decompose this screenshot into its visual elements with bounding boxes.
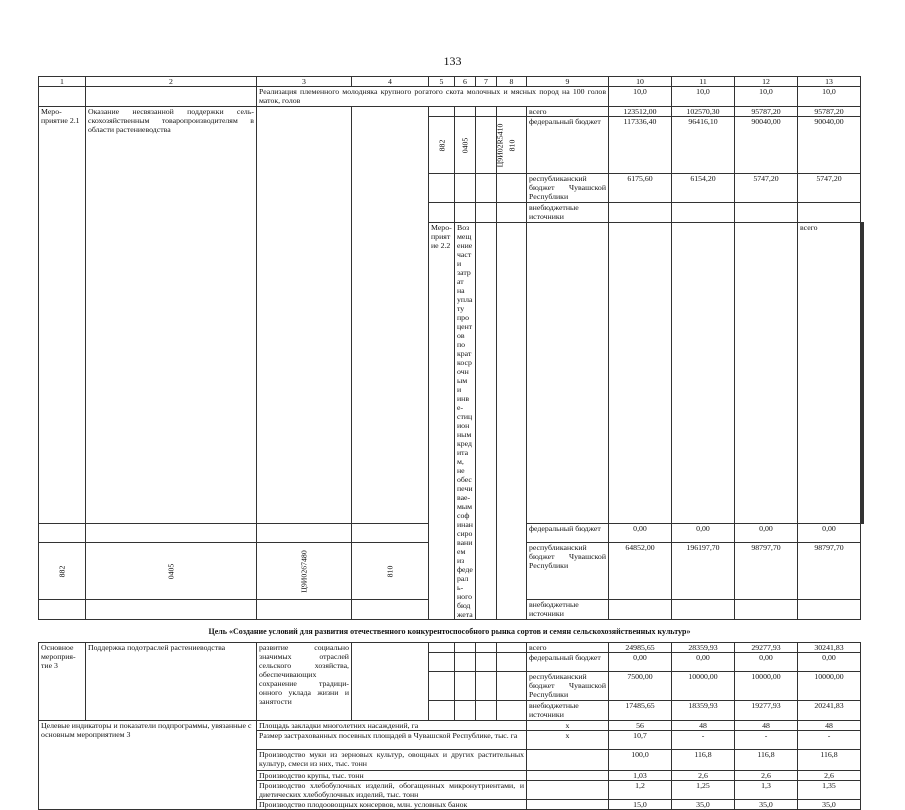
indicator-text: Реализация племенного молодняка крупного рогатого скота молочных и мясных пород на 100 голов маток, голов [257,87,609,107]
section-code: 0405 [166,563,176,579]
value-cell: - [798,731,861,750]
value-cell: 98797,70 [798,543,861,600]
value-cell: 29277,93 [735,643,798,653]
col-number: 3 [257,77,352,87]
value-cell: 1,35 [798,781,861,800]
indicator-mark [527,781,609,800]
col-number: 8 [497,77,527,87]
indicator-mark [527,800,609,810]
value-cell: 20241,83 [798,701,861,721]
value-cell: 102570,30 [672,107,735,117]
funding-source: внебюджетные источники [527,203,609,223]
indicator-text: Производство плодоовощных консервов, млн. условных банок [257,800,527,810]
target-article-code: Ц9И02R5410 [495,123,505,167]
value-cell [609,203,672,223]
col-number: 6 [455,77,476,87]
indicator-text: Производство крупы, тыс. тонн [257,771,527,781]
value-cell: 5747,20 [798,174,861,203]
value-cell [735,203,798,223]
measure-label: Мероприятие 2.2 [429,223,455,620]
value-cell: 196197,70 [672,543,735,600]
funding-source: федеральный бюджет [527,117,609,174]
table-row [39,107,864,117]
indicator-text: Размер застрахованных посевных площадей в Чувашской Республике, тыс. га [257,731,527,750]
value-cell: 0,00 [609,653,672,672]
table-row [39,721,864,731]
expense-type-code: 810 [385,565,395,577]
value-cell: 1,3 [735,781,798,800]
value-cell: 24985,65 [609,643,672,653]
value-cell: 35,0 [798,800,861,810]
value-cell: - [735,731,798,750]
col-number: 1 [39,77,86,87]
table-row [39,643,864,653]
col-number: 9 [527,77,609,87]
value-cell: 10000,00 [672,672,735,701]
value-cell: 116,8 [798,750,861,771]
value-cell: 0,00 [798,524,861,543]
col-number: 5 [429,77,455,87]
value-cell [798,600,861,620]
value-cell: 0,00 [735,524,798,543]
value-cell: 10,0 [672,87,735,107]
indicator-mark: х [527,721,609,731]
value-cell: 48 [672,721,735,731]
page-number: 133 [443,54,462,68]
value-cell: 0,00 [735,653,798,672]
value-cell: 17485,65 [609,701,672,721]
value-cell: 7500,00 [609,672,672,701]
funding-source: федеральный бюджет [527,524,609,543]
value-cell: 10,0 [735,87,798,107]
funding-source: всего [527,107,609,117]
funding-source: внебюджетные источники [527,600,609,620]
value-cell: 96416,10 [672,117,735,174]
funding-source: всего [527,643,609,653]
value-cell: 10,7 [609,731,672,750]
indicator-mark [527,771,609,781]
indicator-text: Площадь закладки многолетних насаждений, га [257,721,527,731]
value-cell: 19277,93 [735,701,798,721]
value-cell: 1,03 [609,771,672,781]
indicator-text: Производство муки из зерновых культур, овощных и других растительных культур, смеси из них, тыс. тонн [257,750,527,771]
value-cell: 90040,00 [798,117,861,174]
measure-name: Поддержка подотраслей растениеводства [86,643,257,721]
value-cell: 48 [798,721,861,731]
value-cell [672,203,735,223]
funding-source: республиканский бюджет Чувашской Республики [527,174,609,203]
expense-type-code: 810 [506,139,516,151]
col-number: 11 [672,77,735,87]
funding-source: федеральный бюджет [527,653,609,672]
value-cell [863,223,864,524]
value-cell: 2,6 [735,771,798,781]
value-cell: 98797,70 [735,543,798,600]
measure-label: Мероприятие 2.1 [39,107,86,524]
funding-source: республиканский бюджет Чувашской Республики [527,672,609,701]
value-cell: 10000,00 [735,672,798,701]
value-cell: 6175,60 [609,174,672,203]
col-number: 13 [798,77,861,87]
funding-source: всего [798,223,861,524]
column-numbers-row [39,77,864,87]
target-article-code: Ц9И0267480 [299,549,309,593]
goal-heading: Цель «Создание условий для развития отечественного конкурентоспособного рынка сортов и семян сельскохозяйственных культур» [39,620,861,643]
value-cell: 117336,40 [609,117,672,174]
value-cell [798,203,861,223]
section-code: 0405 [460,137,470,153]
value-cell: 0,00 [798,653,861,672]
admin-code: 882 [436,139,446,151]
value-cell: 30241,83 [798,643,861,653]
measure-name: Возмещение части затрат на уплату процентов по краткосрочным и инвестиционным кредитам, не обеспечиваемым софинансированием из федерального бюджета [455,223,476,620]
value-cell: 95787,20 [735,107,798,117]
value-cell: 100,0 [609,750,672,771]
indicator-mark: х [527,731,609,750]
value-cell: 5747,20 [735,174,798,203]
value-cell: 15,0 [609,800,672,810]
measure-name: Оказание несвязанной поддержки сельскохозяйственным товаропроизводителям в области растениеводства [86,107,257,524]
value-cell: 18359,93 [672,701,735,721]
col-number: 10 [609,77,672,87]
value-cell: - [672,731,735,750]
value-cell: 90040,00 [735,117,798,174]
value-cell: 64852,00 [609,543,672,600]
value-cell: 56 [609,721,672,731]
value-cell: 0,00 [609,524,672,543]
value-cell: 0,00 [672,524,735,543]
indicator-mark [527,750,609,771]
value-cell: 116,8 [735,750,798,771]
value-cell: 123512,00 [609,107,672,117]
value-cell: 2,6 [672,771,735,781]
value-cell: 1,2 [609,781,672,800]
value-cell: 2,6 [798,771,861,781]
admin-code: 882 [57,565,67,577]
value-cell: 10,0 [609,87,672,107]
measure-purpose: развитие социально значимых отраслей сельского хозяйства, обеспечивающих сохранение традиционного уклада жизни и занятости [257,643,352,721]
value-cell [609,600,672,620]
funding-source: республиканский бюджет Чувашской Республики [527,543,609,600]
value-cell [672,600,735,620]
value-cell: 1,25 [672,781,735,800]
indicators-label: Целевые индикаторы и показатели подпрограммы, увязанные с основным мероприятием 3 [39,721,257,810]
col-number: 7 [476,77,497,87]
value-cell: 10,0 [798,87,861,107]
value-cell: 35,0 [735,800,798,810]
value-cell: 6154,20 [672,174,735,203]
indicator-text: Производство хлебобулочных изделий, обогащенных микронутриентами, и диетических хлебобулочных изделий, тыс. тонн [257,781,527,800]
value-cell: 116,8 [672,750,735,771]
col-number: 12 [735,77,798,87]
measure-label: Основное мероприятие 3 [39,643,86,721]
funding-source: внебюджетные источники [527,701,609,721]
value-cell: 28359,93 [672,643,735,653]
col-number: 4 [352,77,429,87]
value-cell: 10000,00 [798,672,861,701]
value-cell [735,600,798,620]
value-cell: 0,00 [672,653,735,672]
value-cell: 95787,20 [798,107,861,117]
goal-row [39,620,864,643]
program-table [38,76,864,810]
table-row [39,87,864,107]
value-cell: 35,0 [672,800,735,810]
value-cell: 48 [735,721,798,731]
col-number: 2 [86,77,257,87]
